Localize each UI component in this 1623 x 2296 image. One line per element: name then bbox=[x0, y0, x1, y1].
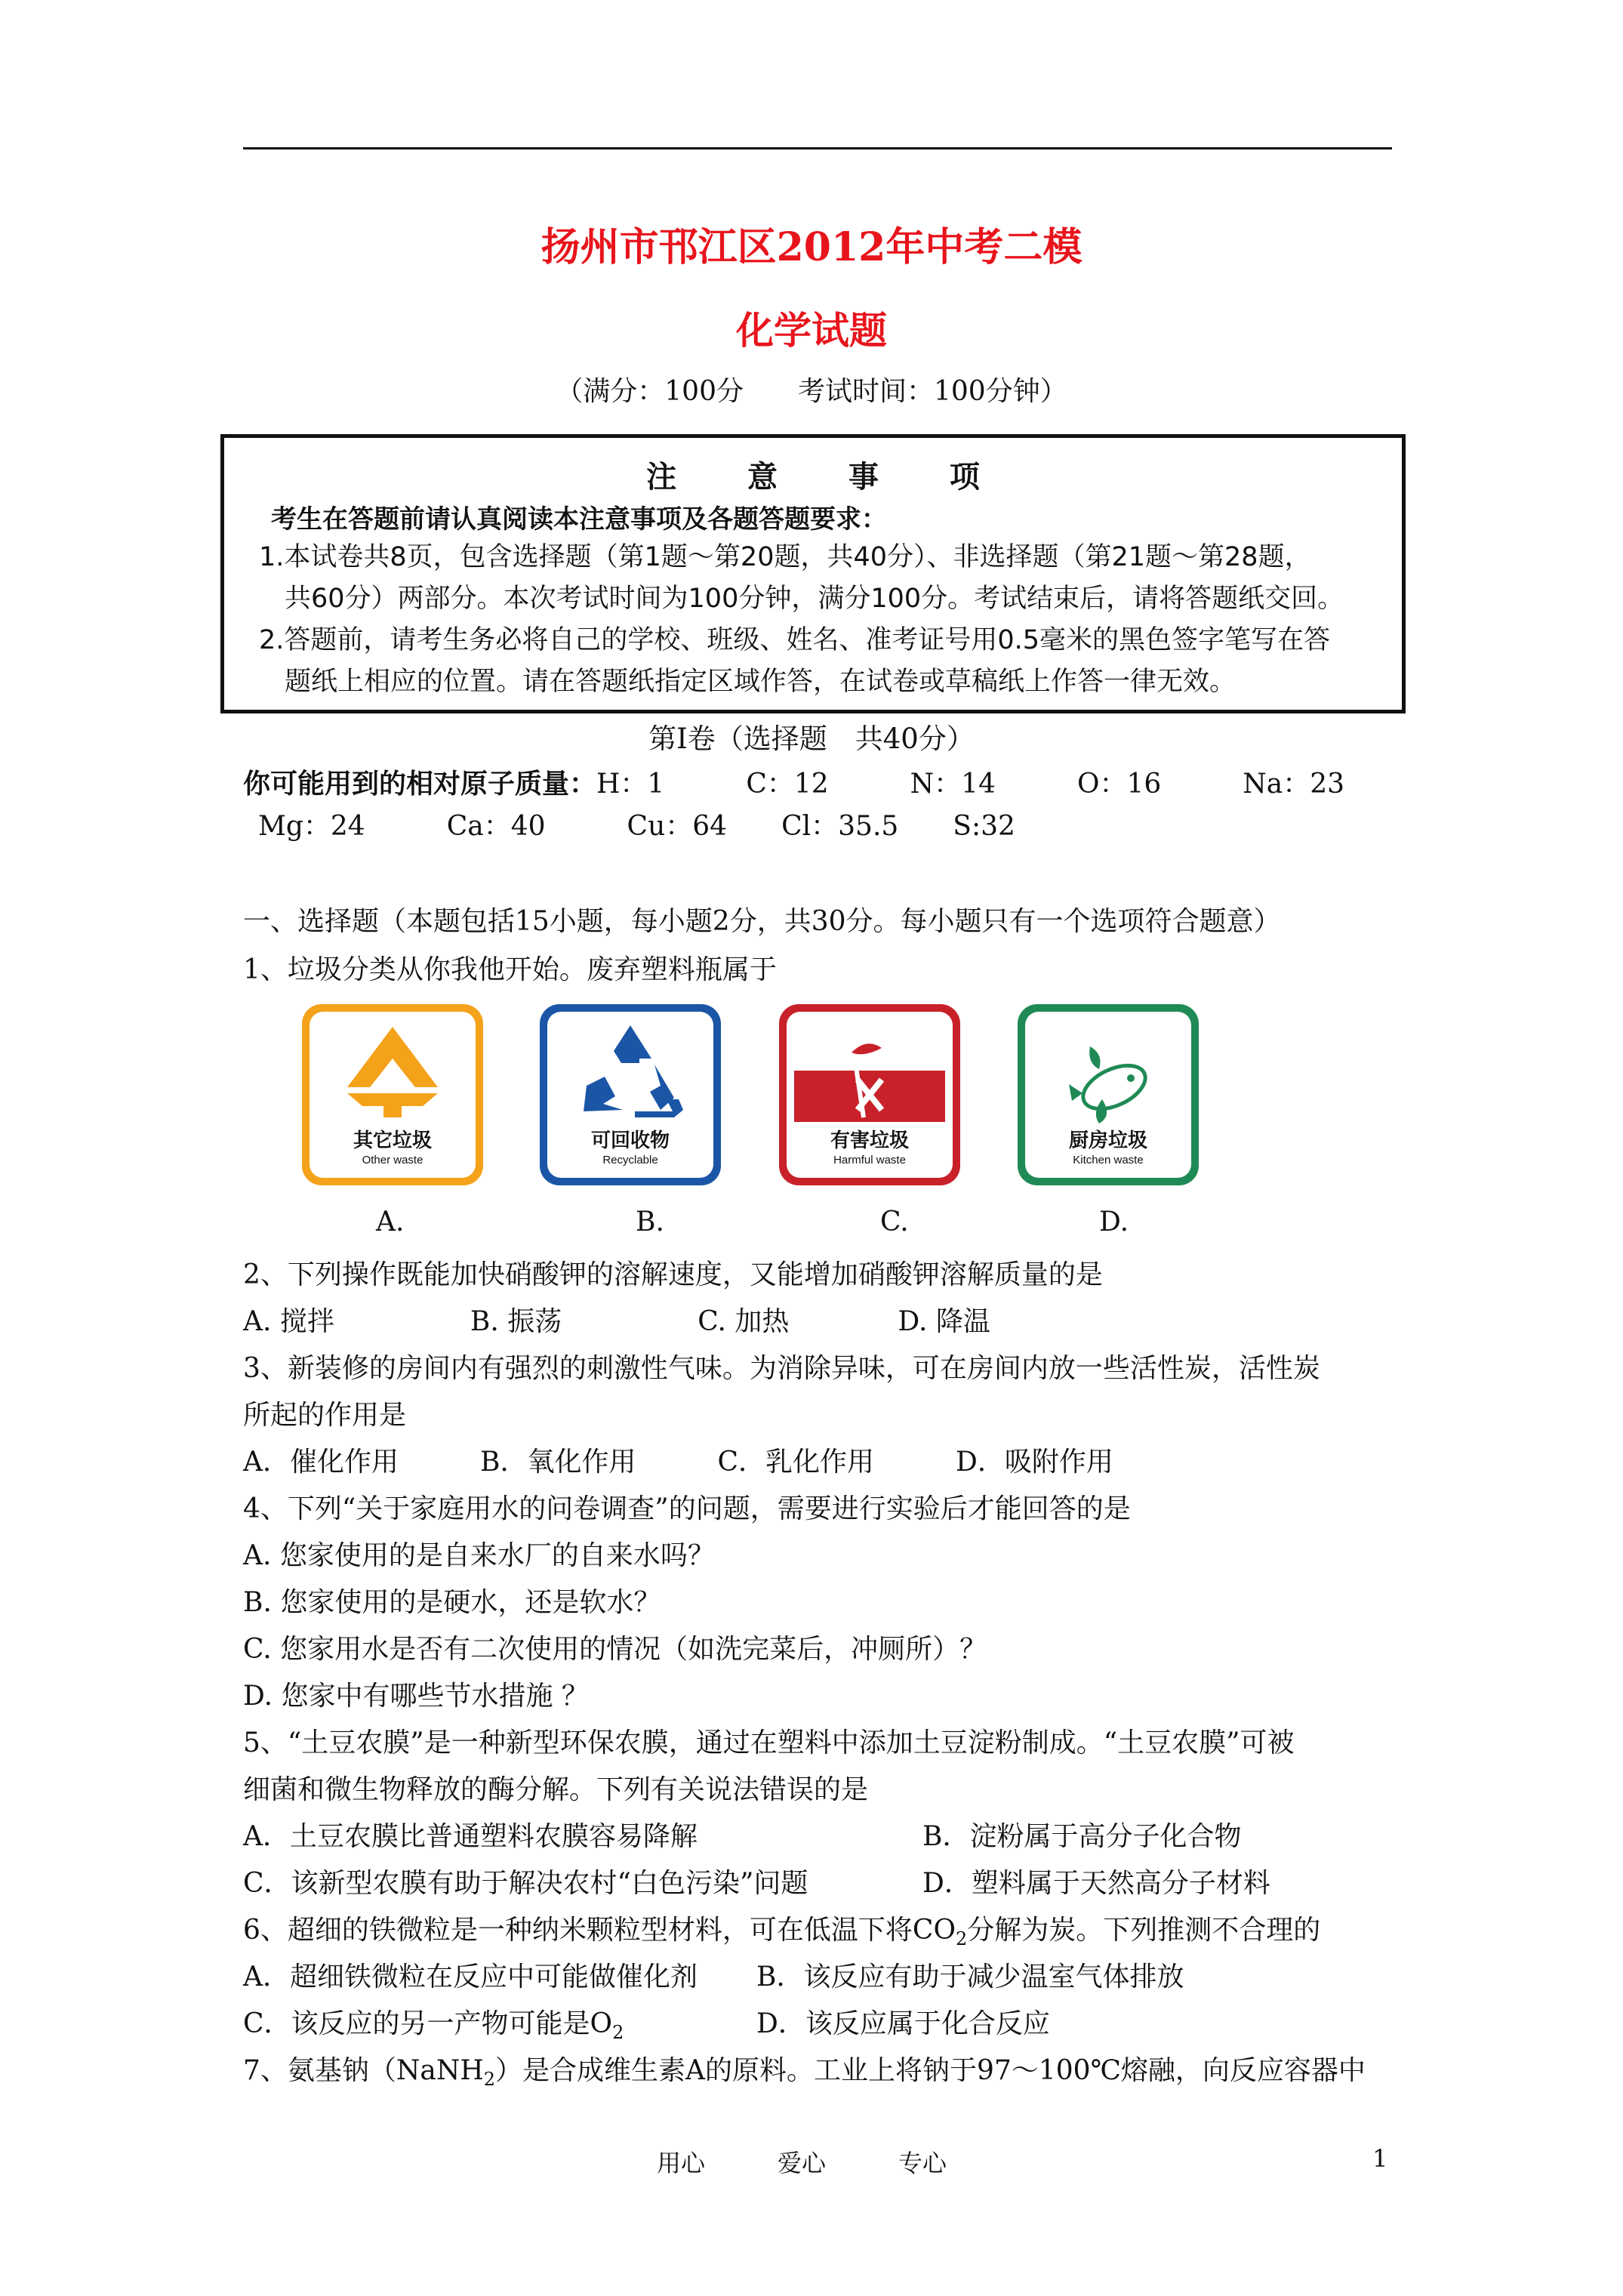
question-7-stem-sub: 2 bbox=[483, 2069, 496, 2091]
sign-d-cn-label: 厨房垃圾 bbox=[1068, 1130, 1147, 1152]
sign-label-d: D. bbox=[1099, 1207, 1129, 1237]
question-6-option-d: D．该反应属于化合反应 bbox=[756, 2008, 1050, 2039]
question-5-option-a: A．土豆农膜比普通塑料农膜容易降解 bbox=[243, 1821, 698, 1852]
question-5-stem-1: 5、“土豆农膜”是一种新型环保农膜，通过在塑料中添加土豆淀粉制成。“土豆农膜”可被 bbox=[243, 1727, 1295, 1758]
sign-b-en-label: Recyclable bbox=[602, 1154, 658, 1166]
sign-d-en-label: Kitchen waste bbox=[1073, 1154, 1144, 1166]
question-5-option-b: B．淀粉属于高分子化合物 bbox=[922, 1821, 1242, 1852]
question-6-stem-sub: 2 bbox=[955, 1928, 968, 1950]
question-2-options: A. 搅拌 B. 振荡 C. 加热 D. 降温 bbox=[243, 1306, 990, 1337]
question-4-option-b: B. 您家使用的是硬水，还是软水？ bbox=[243, 1587, 661, 1618]
question-4-stem: 4、下列“关于家庭用水的问卷调查”的问题，需要进行实验后才能回答的是 bbox=[243, 1493, 1131, 1524]
notice-item-1-line-1: 1.本试卷共8页，包含选择题（第1题～第20题，共40分）、非选择题（第21题～第28题， bbox=[259, 542, 1311, 572]
question-6-option-c bbox=[243, 2002, 624, 2043]
sign-label-b: B. bbox=[636, 1207, 664, 1237]
atomic-masses-line-2: Mg：24 Ca：40 Cu：64 Cl：35.5 S:32 bbox=[258, 811, 1015, 842]
question-5-stem-2: 细菌和微生物释放的酶分解。下列有关说法错误的是 bbox=[243, 1774, 869, 1805]
question-5-option-c: C．该新型农膜有助于解决农村“白色污染”问题 bbox=[243, 1868, 808, 1899]
atomic-masses-label: 你可能用到的相对原子质量： bbox=[243, 768, 597, 800]
sign-b-cn-label: 可回收物 bbox=[590, 1130, 670, 1152]
question-3-stem-1: 3、新装修的房间内有强烈的刺激性气味。为消除异味，可在房间内放一些活性炭，活性炭 bbox=[243, 1353, 1320, 1384]
question-6-option-a: A．超细铁微粒在反应中可能做催化剂 bbox=[243, 1962, 698, 1992]
sign-a-en-label: Other waste bbox=[362, 1154, 423, 1166]
subject-title: 化学试题 bbox=[736, 308, 887, 353]
question-6-option-b: B．该反应有助于减少温室气体排放 bbox=[756, 1962, 1184, 1992]
exam-title: 扬州市邗江区2012年中考二模 bbox=[540, 224, 1083, 270]
question-6-option-c-sub: 2 bbox=[612, 2022, 624, 2044]
question-6-option-c-a: C．该反应的另一产物可能是O bbox=[243, 2008, 613, 2039]
question-4-option-c: C. 您家用水是否有二次使用的情况（如洗完菜后，冲厕所）？ bbox=[243, 1634, 987, 1665]
sign-other-waste bbox=[302, 1004, 483, 1185]
question-7-stem bbox=[243, 2049, 1366, 2090]
question-6-stem-a: 6、超细的铁微粒是一种纳米颗粒型材料，可在低温下将CO bbox=[243, 1915, 956, 1946]
sign-c-en-label: Harmful waste bbox=[833, 1154, 906, 1166]
question-4-option-a: A. 您家使用的是自来水厂的自来水吗？ bbox=[243, 1540, 715, 1571]
score-time-line: （满分：100分 考试时间：100分钟） bbox=[556, 376, 1067, 407]
question-2-stem: 2、下列操作既能加快硝酸钾的溶解速度，又能增加硝酸钾溶解质量的是 bbox=[243, 1259, 1103, 1290]
header-rule bbox=[243, 147, 1392, 149]
notice-box bbox=[220, 434, 1406, 713]
atomic-masses-values-1: H：1 C：12 N：14 O：16 Na：23 bbox=[596, 769, 1345, 800]
notice-item-2-line-1: 2.答题前，请考生务必将自己的学校、班级、姓名、准考证号用0.5毫米的黑色签字笔写在答 bbox=[259, 625, 1331, 655]
question-3-stem-2: 所起的作用是 bbox=[243, 1400, 407, 1431]
sign-c-cn-label: 有害垃圾 bbox=[830, 1130, 909, 1152]
question-6-stem-b: 分解为炭。下列推测不合理的 bbox=[967, 1915, 1321, 1946]
footer-motto: 用心 爱心 专心 bbox=[657, 2149, 947, 2177]
part-one-title: 一、选择题（本题包括15小题，每小题2分，共30分。每小题只有一个选项符合题意） bbox=[243, 906, 1281, 937]
question-5-option-d: D．塑料属于天然高分子材料 bbox=[922, 1868, 1270, 1899]
sign-label-a: A. bbox=[376, 1207, 405, 1237]
notice-intro: 考生在答题前请认真阅读本注意事项及各题答题要求： bbox=[271, 504, 887, 535]
question-6-stem bbox=[243, 1909, 1320, 1949]
question-1-stem: 1、垃圾分类从你我他开始。废弃塑料瓶属于 bbox=[243, 954, 777, 985]
section-title: 第Ⅰ卷（选择题 共40分） bbox=[648, 723, 975, 755]
notice-item-1-line-2: 共60分）两部分。本次考试时间为100分钟，满分100分。考试结束后，请将答题纸交回。 bbox=[285, 584, 1344, 614]
sign-label-c: C. bbox=[880, 1207, 909, 1237]
atomic-masses-line-1 bbox=[243, 763, 1344, 801]
sign-harmful-waste bbox=[779, 1004, 960, 1185]
sign-kitchen-waste bbox=[1018, 1004, 1199, 1185]
sign-a-cn-label: 其它垃圾 bbox=[353, 1130, 432, 1152]
notice-item-2-line-2: 题纸上相应的位置。请在答题纸指定区域作答，在试卷或草稿纸上作答一律无效。 bbox=[285, 667, 1236, 697]
sign-recyclable bbox=[540, 1004, 721, 1185]
question-7-stem-b: ）是合成维生素A的原料。工业上将钠于97～100℃熔融，向反应容器中 bbox=[495, 2055, 1366, 2086]
notice-heading: 注 意 事 项 bbox=[646, 459, 1010, 495]
question-4-option-d: D. 您家中有哪些节水措施 ？ bbox=[243, 1681, 589, 1712]
question-3-options: A．催化作用 B．氧化作用 C．乳化作用 D．吸附作用 bbox=[243, 1447, 1113, 1478]
page-number: 1 bbox=[1372, 2144, 1388, 2173]
question-7-stem-a: 7、氨基钠（NaNH bbox=[243, 2055, 484, 2086]
